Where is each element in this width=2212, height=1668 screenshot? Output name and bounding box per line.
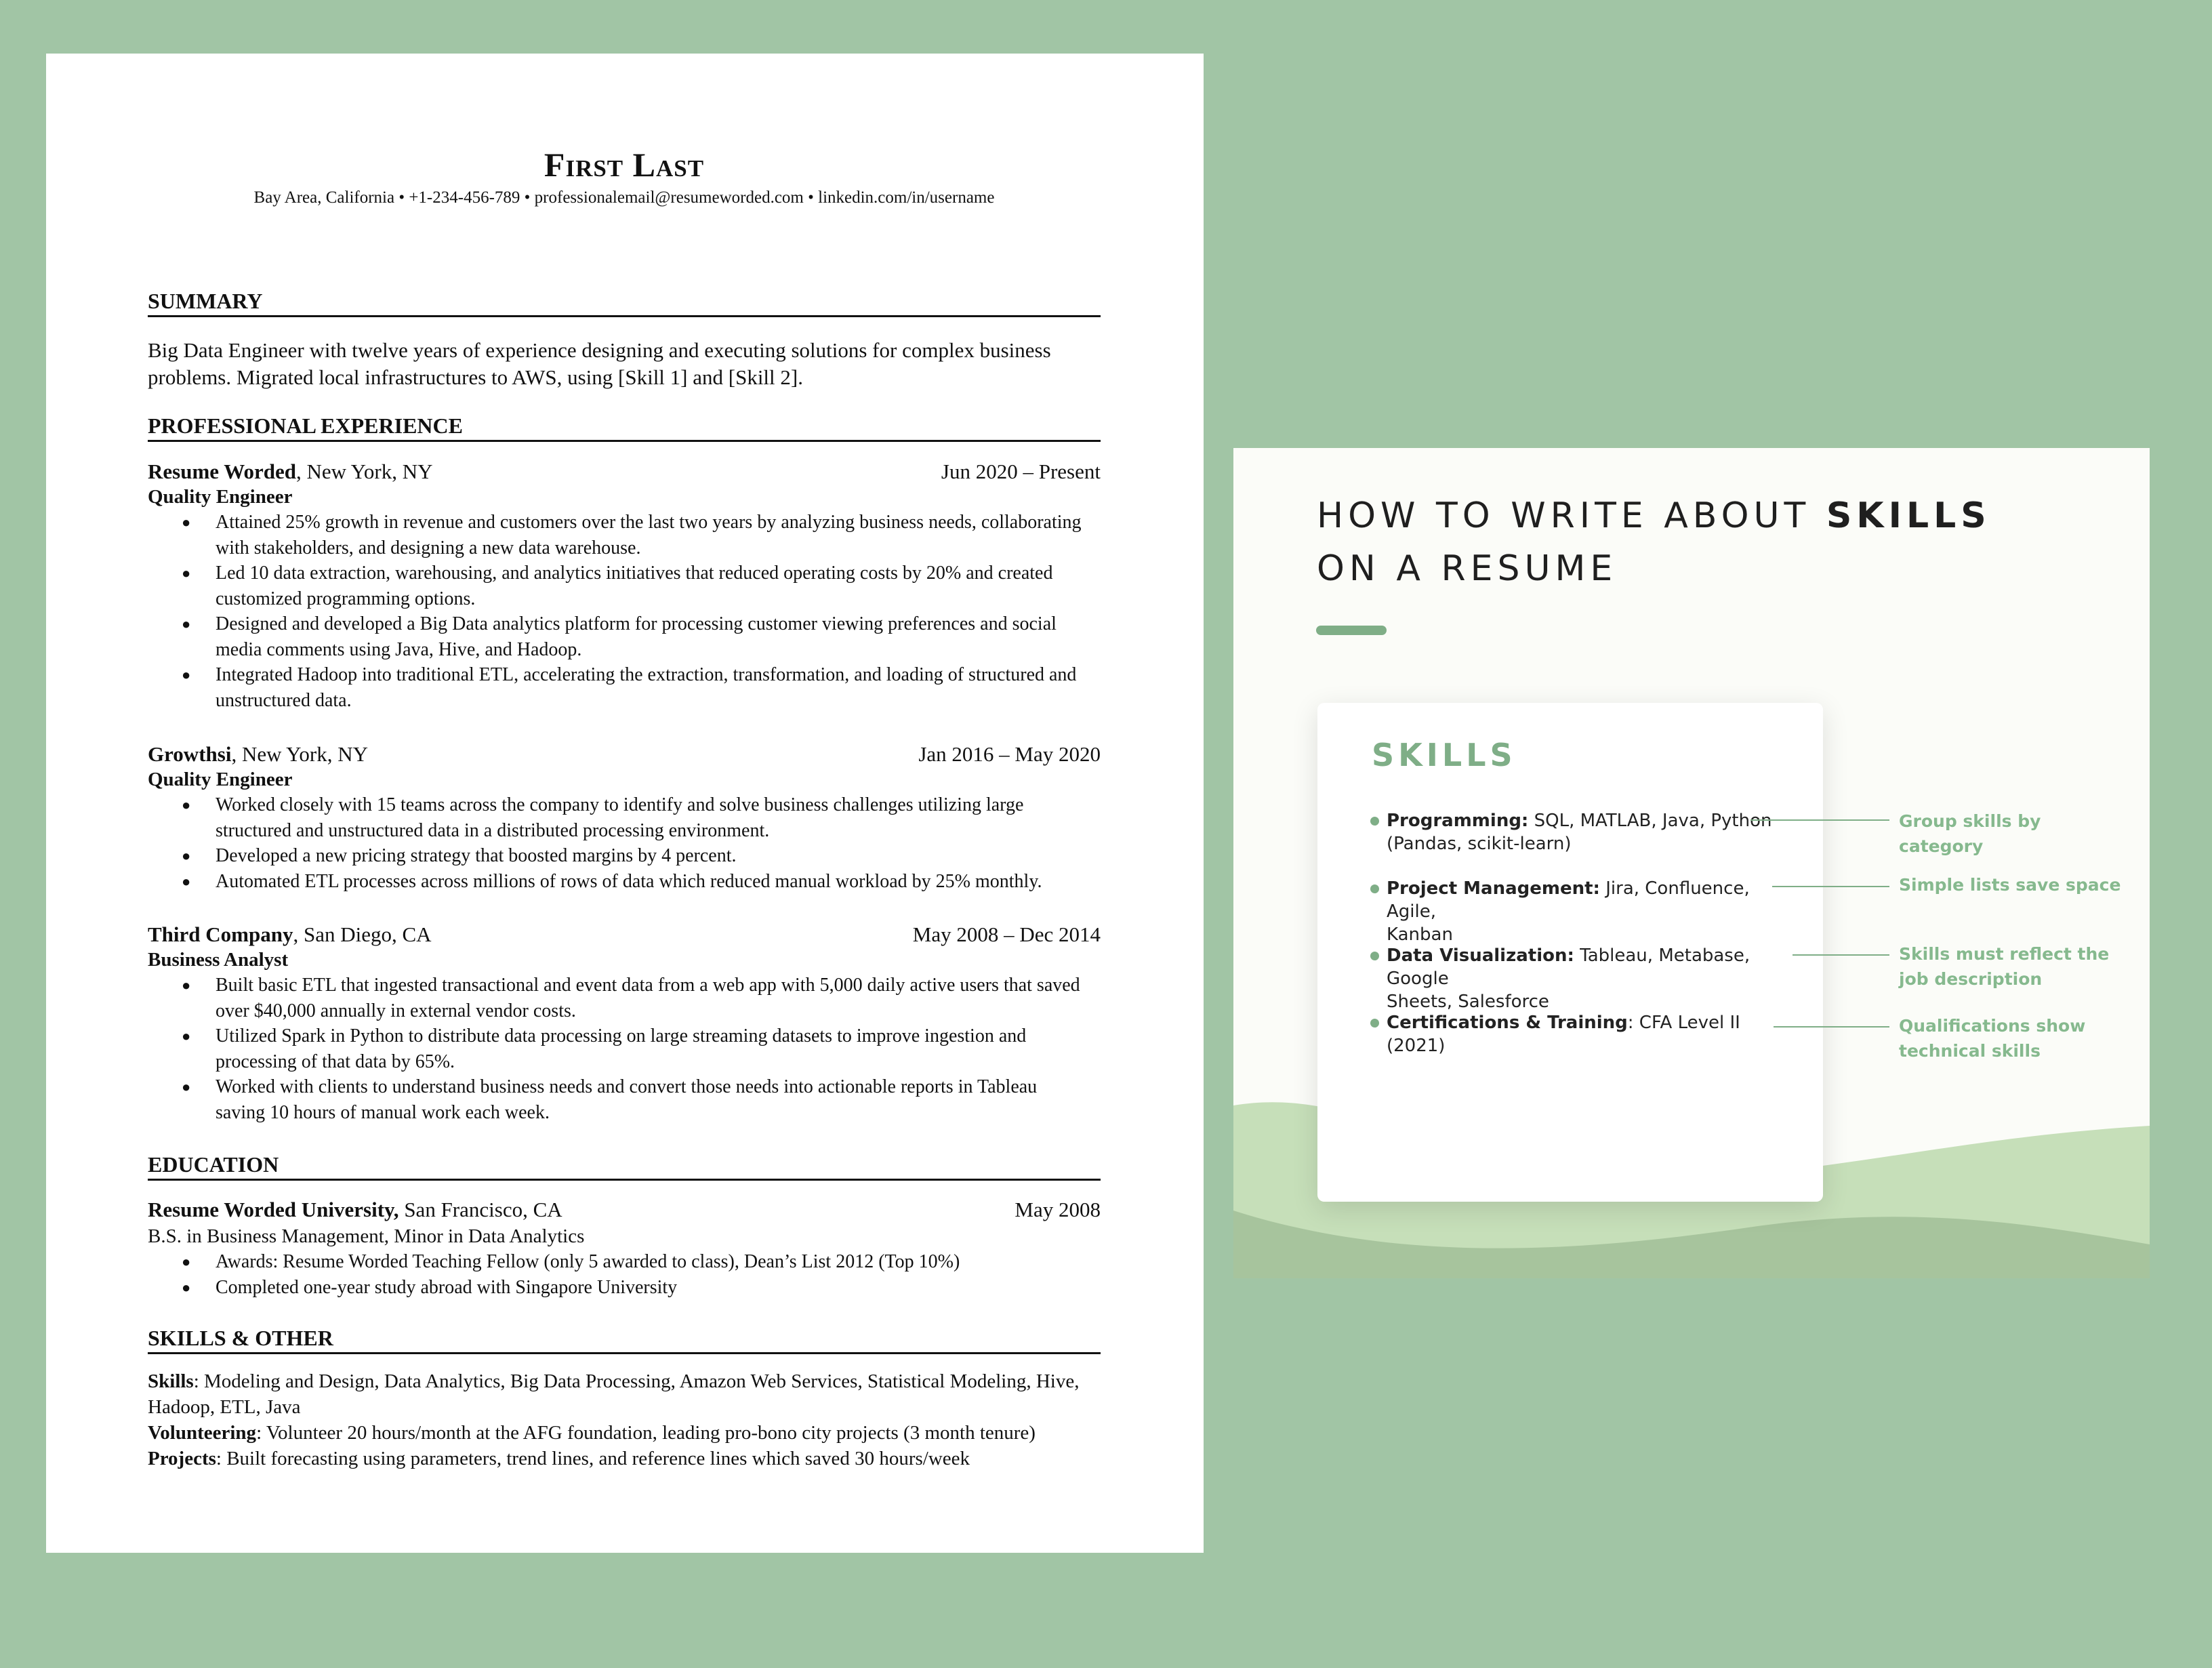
skill-values: Tableau, Metabase, Google	[1387, 945, 1750, 989]
skill-label: Programming:	[1387, 811, 1529, 831]
job-title: Quality Engineer	[148, 769, 293, 790]
skills-line	[148, 1368, 1101, 1394]
volunteering-line	[148, 1420, 1101, 1446]
job-title: Quality Engineer	[148, 486, 293, 508]
contact-line: Bay Area, California • +1-234-456-789 • professionalemail@resumeworded.com • linkedin.com/in/username	[253, 188, 995, 207]
card-headline-line-2: ON A RESUME	[1317, 548, 1618, 589]
bullet-item: ● Awards: Resume Worded Teaching Fellow (only 5 awarded to class), Dean’s List 2012 (Top 10%)	[148, 1249, 1083, 1275]
tip-note-line: Qualifications show	[1899, 1016, 2086, 1036]
skills-tip-card	[1233, 448, 2150, 1278]
headline-text: HOW TO WRITE ABOUT	[1317, 495, 1826, 536]
tip-note	[1899, 1013, 2123, 1063]
education-heading: EDUCATION	[148, 1152, 1101, 1181]
projects-label: Projects	[148, 1448, 216, 1469]
tip-note	[1899, 809, 2123, 859]
job-header	[148, 459, 1101, 485]
company-name: Growthsi	[148, 742, 232, 766]
tip-note	[1899, 872, 2123, 897]
tip-note-line: Skills must reflect the	[1899, 944, 2110, 964]
job-title: Business Analyst	[148, 949, 289, 971]
skills-label: Skills	[148, 1370, 194, 1392]
job-header	[148, 922, 1101, 948]
job-location: , New York, NY	[231, 742, 368, 766]
resume-page	[46, 54, 1204, 1553]
tip-note-line: Group skills by category	[1899, 811, 2041, 856]
bullet-item: ● Led 10 data extraction, warehousing, and analytics initiatives that reduced operating costs by 20% and created customized programming options.	[148, 561, 1083, 611]
bullet-item: ● Attained 25% growth in revenue and customers over the last two years by analyzing business needs, collaborating with stakeholders, and designing a new data warehouse.	[148, 510, 1083, 561]
resume-name: First Last	[544, 146, 705, 184]
bullet-item: ● Integrated Hadoop into traditional ETL, accelerating the extraction, transformation, and loading of structured and unstructured data.	[148, 662, 1083, 713]
job-bullets	[148, 510, 1101, 713]
school-name: Resume Worded University,	[148, 1198, 399, 1221]
school-location: San Francisco, CA	[398, 1198, 562, 1221]
headline-bold-text: SKILLS	[1826, 495, 1991, 536]
skill-label: Project Management:	[1387, 878, 1600, 899]
skill-values-continued: Kanban	[1387, 924, 1453, 945]
volunteering-text: : Volunteer 20 hours/month at the AFG foundation, leading pro-bono city projects (3 month tenure)	[256, 1422, 1036, 1444]
skills-other-block	[148, 1368, 1101, 1471]
tip-note	[1899, 941, 2123, 992]
job-location: , New York, NY	[296, 460, 433, 483]
experience-heading: PROFESSIONAL EXPERIENCE	[148, 413, 1101, 442]
bullet-item: ● Utilized Spark in Python to distribute data processing on large streaming datasets to improve ingestion and processing of that data by 65%.	[148, 1023, 1083, 1074]
job-dates: Jun 2020 – Present	[941, 460, 1101, 483]
projects-text: : Built forecasting using parameters, trend lines, and reference lines which saved 30 hours/week	[216, 1448, 970, 1469]
job-dates: Jan 2016 – May 2020	[918, 742, 1101, 766]
tip-note-line: Simple lists save space	[1899, 875, 2121, 895]
bullet-item: ● Worked closely with 15 teams across the company to identify and solve business challenges utilizing large structured and unstructured data in a distributed processing environment.	[148, 792, 1083, 843]
summary-line-2: problems. Migrated local infrastructures to AWS, using [Skill 1] and [Skill 2].	[148, 365, 803, 389]
skills-line-2: Hadoop, ETL, Java	[148, 1396, 301, 1418]
tip-note-line-2: job description	[1899, 969, 2043, 989]
job-location: , San Diego, CA	[293, 922, 432, 946]
skill-values-continued: Sheets, Salesforce	[1387, 992, 1549, 1012]
job-bullets	[148, 792, 1101, 894]
bullet-item: ● Built basic ETL that ingested transactional and event data from a web app with 5,000 daily active users that saved over $40,000 annually in external vendor costs.	[148, 973, 1083, 1023]
skill-label: Certifications & Training	[1387, 1013, 1628, 1033]
skills-title: SKILLS	[1372, 737, 1517, 773]
company-name: Third Company	[148, 922, 293, 946]
job-dates: May 2008 – Dec 2014	[912, 922, 1101, 946]
bullet-item: ● Worked with clients to understand business needs and convert those needs into actionable reports in Tableau saving 10 hours of manual work each week.	[148, 1074, 1083, 1125]
skills-text: : Modeling and Design, Data Analytics, Big Data Processing, Amazon Web Services, Statistical Modeling, Hive,	[193, 1370, 1080, 1392]
bullet-item: ● Developed a new pricing strategy that boosted margins by 4 percent.	[148, 843, 1083, 869]
bullet-item: ● Completed one-year study abroad with Singapore University	[148, 1275, 1083, 1301]
skill-values: SQL, MATLAB, Java, Python	[1528, 811, 1772, 831]
volunteering-label: Volunteering	[148, 1422, 257, 1444]
summary-line-1: Big Data Engineer with twelve years of experience designing and executing solutions for complex business	[148, 338, 1051, 362]
job-bullets	[148, 973, 1101, 1125]
education-date: May 2008	[1015, 1198, 1101, 1221]
tip-note-line-2: technical skills	[1899, 1041, 2041, 1061]
skills-other-heading: SKILLS & OTHER	[148, 1325, 1101, 1354]
skill-values: : CFA Level II (2021)	[1387, 1013, 1740, 1056]
summary-heading: SUMMARY	[148, 288, 1101, 317]
degree: B.S. in Business Management, Minor in Data Analytics	[148, 1225, 585, 1247]
bullet-item: ● Automated ETL processes across millions of rows of data which reduced manual workload by 25% monthly.	[148, 869, 1083, 895]
bullet-item: ● Designed and developed a Big Data analytics platform for processing customer viewing preferences and social media comments using Java, Hive, and Hadoop.	[148, 611, 1083, 662]
education-bullets	[148, 1249, 1101, 1300]
skill-values-continued: (Pandas, scikit-learn)	[1387, 834, 1572, 854]
connector-lines	[1233, 448, 2150, 1278]
company-name: Resume Worded	[148, 460, 297, 483]
skill-label: Data Visualization:	[1387, 945, 1574, 966]
job-header	[148, 741, 1101, 767]
education-header	[148, 1197, 1101, 1223]
projects-line	[148, 1446, 1101, 1471]
skill-values: Jira, Confluence, Agile,	[1387, 878, 1750, 922]
summary-text	[148, 337, 1101, 391]
